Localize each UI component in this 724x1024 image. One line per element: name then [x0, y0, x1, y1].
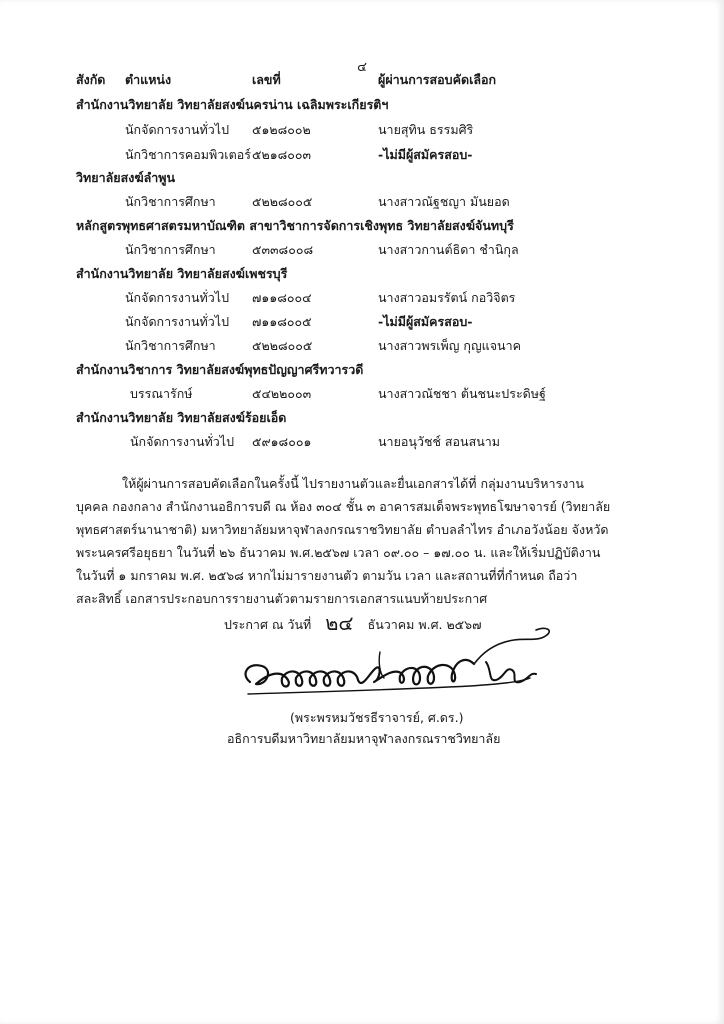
header-position: ตำแหน่ง: [125, 72, 172, 87]
paragraph-line: ในวันที่ ๑ มกราคม พ.ศ. ๒๕๖๘ หากไม่มารายงานตัว ตามวัน เวลา และสถานที่ที่กำหนด ถือว่า: [76, 568, 578, 583]
announcement-prefix: ประกาศ ณ วันที่: [224, 617, 312, 632]
row-name: -ไม่มีผู้สมัครสอบ-: [378, 314, 473, 329]
unit-heading: วิทยาลัยสงฆ์ลำพูน: [76, 170, 176, 185]
row-position: นักจัดการงานทั่วไป: [125, 314, 230, 329]
row-name: นางสาวพรเพ็ญ กุญแจนาค: [378, 338, 521, 353]
row-number: ๕๓๓๘๐๐๘: [252, 242, 314, 257]
signatory-title: อธิการบดีมหาวิทยาลัยมหาจุฬาลงกรณราชวิทยาลัย: [227, 731, 501, 746]
row-position: นักจัดการงานทั่วไป: [130, 434, 235, 449]
header-affiliation: สังกัด: [76, 72, 106, 87]
row-number: ๕๒๑๘๐๐๓: [252, 147, 312, 162]
row-name: นางสาวณัฐชญา มันยอด: [378, 194, 510, 209]
row-number: ๕๔๒๒๐๐๓: [252, 386, 312, 401]
unit-heading: สำนักงานวิทยาลัย วิทยาลัยสงฆ์นครน่าน เฉลิมพระเกียรติฯ: [76, 97, 389, 112]
row-name: นางสาวณัชชา ต้นชนะประดิษฐ์: [378, 386, 546, 401]
row-position: บรรณารักษ์: [130, 386, 193, 401]
paragraph-line: ให้ผู้ผ่านการสอบคัดเลือกในครั้งนี้ ไปรายงานตัวและยื่นเอกสารได้ที่ กลุ่มงานบริหารงาน: [122, 476, 584, 491]
row-position: นักวิชาการศึกษา: [125, 242, 216, 257]
announcement-suffix: ธันวาคม พ.ศ. ๒๕๖๗: [367, 617, 482, 632]
row-name: -ไม่มีผู้สมัครสอบ-: [378, 147, 473, 162]
instructions-paragraph: [76, 472, 658, 610]
row-number: ๕๒๒๘๐๐๕: [252, 194, 313, 209]
row-position: นักจัดการงานทั่วไป: [125, 122, 230, 137]
row-name: นายอนุวัชช์ สอนสนาม: [378, 434, 501, 449]
paragraph-line: พุทธศาสตร์นานาชาติ) มหาวิทยาลัยมหาจุฬาลงกรณราชวิทยาลัย ตำบลลำไทร อำเภอวังน้อย จังหวัด: [76, 522, 609, 537]
unit-heading: สำนักงานวิทยาลัย วิทยาลัยสงฆ์เพชรบุรี: [76, 266, 288, 281]
row-position: นักวิชาการศึกษา: [125, 338, 216, 353]
header-number: เลขที่: [252, 72, 281, 87]
unit-heading: สำนักงานวิชาการ วิทยาลัยสงฆ์พุทธปัญญาศรีทวารวดี: [76, 362, 364, 377]
unit-heading: สำนักงานวิทยาลัย วิทยาลัยสงฆ์ร้อยเอ็ด: [76, 410, 287, 425]
row-number: ๗๑๑๘๐๐๔: [252, 290, 312, 305]
row-position: นักจัดการงานทั่วไป: [125, 290, 230, 305]
row-position: นักวิชาการคอมพิวเตอร์: [125, 147, 251, 162]
announcement-day: ๒๔: [325, 611, 354, 635]
paragraph-line: พระนครศรีอยุธยา ในวันที่ ๒๖ ธันวาคม พ.ศ.๒๕๖๗ เวลา ๐๙.๐๐ – ๑๗.๐๐ น. และให้เริ่มปฏิบัติงาน: [76, 545, 601, 560]
unit-heading: หลักสูตรพุทธศาสตรมหาบัณฑิต สาขาวิชาการจัดการเชิงพุทธ วิทยาลัยสงฆ์จันทบุรี: [76, 218, 514, 233]
signatory-name: (พระพรหมวัชรธีราจารย์, ศ.ดร.): [290, 710, 464, 725]
row-number: ๕๑๒๘๐๐๒: [252, 122, 311, 137]
signature: [230, 612, 560, 722]
paragraph-line: สละสิทธิ์ เอกสารประกอบการรายงานตัวตามรายการเอกสารแนบท้ายประกาศ: [76, 591, 488, 606]
row-position: นักวิชาการศึกษา: [125, 194, 216, 209]
paragraph-line: บุคคล กองกลาง สำนักงานอธิการบดี ณ ห้อง ๓๐๔ ชั้น ๓ อาคารสมเด็จพระพุทธโฆษาจารย์ (วิทยาลัย: [76, 499, 611, 514]
row-name: นางสาวกานต์ธิดา ชำนิกุล: [378, 242, 519, 257]
header-passer: ผู้ผ่านการสอบคัดเลือก: [378, 72, 497, 87]
row-name: นางสาวอมรรัตน์ กอวิจิตร: [378, 290, 516, 305]
page-number: ๔: [357, 60, 367, 75]
row-name: นายสุทิน ธรรมศิริ: [378, 122, 474, 137]
row-number: ๗๑๑๘๐๐๕: [252, 314, 312, 329]
row-number: ๕๙๑๘๐๐๑: [252, 434, 312, 449]
row-number: ๕๒๒๘๐๐๕: [252, 338, 313, 353]
